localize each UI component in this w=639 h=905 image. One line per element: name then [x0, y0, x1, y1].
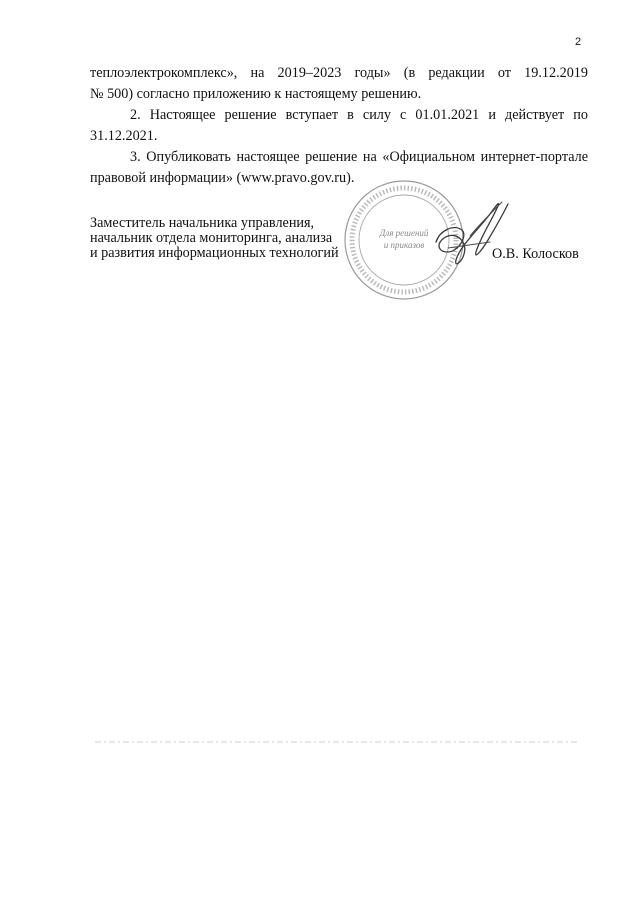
signer-position-line-3: и развития информационных технологий [90, 245, 339, 261]
paragraph-1-line-1: теплоэлектрокомплекс», на 2019–2023 годы» (в редакции от 19.12.2019 [90, 65, 588, 81]
signer-name: О.В. Колосков [492, 246, 579, 262]
faint-footer-mark [95, 739, 580, 745]
stamp-text-line-2: и приказов [383, 240, 425, 250]
signer-position-line-1: Заместитель начальника управления, [90, 215, 315, 231]
paragraph-2: 2. Настоящее решение вступает в силу с 01.01.2021 и действует по 31.12.2021. [90, 107, 588, 144]
page-number: 2 [575, 36, 582, 48]
stamp-text-line-1: Для решений [379, 228, 429, 238]
paragraph-1-line-2: № 500) согласно приложению к настоящему решению. [90, 86, 422, 102]
paragraph-3: 3. Опубликовать настоящее решение на «Официальном интернет-портале правовой информации» (www.pravo.gov.ru). [90, 149, 588, 186]
document-body [90, 63, 588, 189]
handwritten-signature [418, 190, 518, 280]
signer-position [90, 216, 339, 261]
signer-position-line-2: начальник отдела мониторинга, анализа [90, 230, 333, 246]
